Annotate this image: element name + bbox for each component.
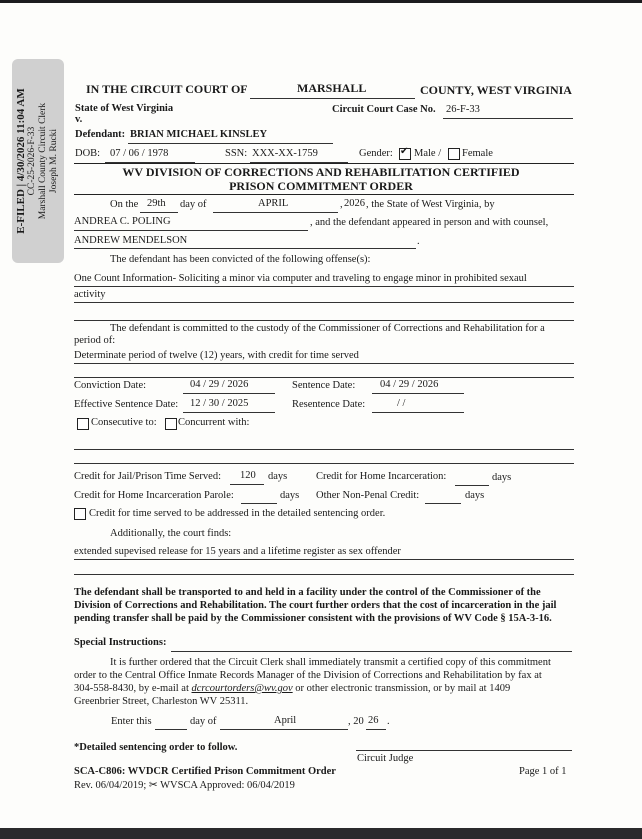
defendant-name: BRIAN MICHAEL KINSLEY (130, 129, 268, 140)
month-value: APRIL (258, 198, 289, 209)
commitment-order-page (0, 3, 642, 828)
consecutive-label: Consecutive to: (91, 417, 157, 428)
resentence-date: / / (397, 398, 406, 409)
prosecutor-name: ANDREA C. POLING (74, 216, 171, 227)
sentence-date-label: Sentence Date: (292, 380, 356, 391)
court-prefix: IN THE CIRCUIT COURT OF (86, 82, 248, 96)
dob-value: 07 / 06 / 1978 (110, 148, 169, 159)
offense-line-2: activity (74, 289, 106, 300)
enter-year: 26 (368, 715, 379, 726)
page-number: Page 1 of 1 (519, 766, 567, 777)
title-line-2: PRISON COMMITMENT ORDER (229, 179, 413, 193)
jail-credit-label: Credit for Jail/Prison Time Served: (74, 471, 221, 482)
on-the-label: On the (110, 199, 139, 210)
effective-date: 12 / 30 / 2025 (190, 398, 249, 409)
conviction-date: 04 / 29 / 2026 (190, 379, 249, 390)
state-by-text: , the State of West Virginia, by (366, 199, 495, 210)
transport-line-3: pending transfer shall be paid by the Commissioner consistent with the provisions of WV Code § 15A-3-16. (74, 613, 552, 624)
stamp-case-line: CC-25-2026-F-33 (27, 126, 37, 196)
transport-line-1: The defendant shall be transported to and held in a facility under the control of the Commissioner of the (74, 587, 541, 598)
resentence-date-label: Resentence Date: (292, 399, 366, 410)
transport-line-2: Division of Corrections and Rehabilitation. The court further orders that the cost of incarceration in the jail (74, 600, 557, 611)
gender-label: Gender: (359, 148, 393, 159)
ssn-value: XXX-XX-1759 (252, 148, 318, 159)
sentence-date: 04 / 29 / 2026 (380, 379, 439, 390)
nonpenal-credit-label: Other Non-Penal Credit: (316, 490, 420, 501)
special-line-4: Greenbrier Street, Charleston WV 25311. (74, 696, 249, 707)
detailed-order-note: *Detailed sentencing order to follow. (74, 742, 238, 753)
offense-line-1: One Count Information- Soliciting a minor via computer and traveling to engage minor in prohibited sexaul (74, 273, 527, 284)
special-line-3 (74, 683, 510, 694)
defendant-label: Defendant: (75, 129, 126, 140)
enter-month: April (274, 715, 297, 726)
female-label: Female (462, 148, 493, 159)
viewer-bottom-bar (0, 828, 642, 839)
county-name: MARSHALL (297, 81, 367, 95)
special-instructions-label: Special Instructions: (74, 637, 167, 648)
home-credit-label: Credit for Home Incarceration: (316, 471, 447, 482)
finds-label: Additionally, the court finds: (110, 528, 232, 539)
special-line-3b: or other electronic transmission, or by mail at 1409 (292, 683, 511, 694)
special-line-2: order to the Central Office Inmate Records Manager of the Division of Corrections and Rehabilitation by fax at (74, 670, 542, 681)
custody-line-2: period of: (74, 335, 116, 346)
conviction-date-label: Conviction Date: (74, 380, 147, 391)
jail-days-label: days (268, 471, 288, 482)
dob-label: DOB: (75, 148, 101, 159)
home-days-label: days (492, 472, 512, 483)
male-checkbox[interactable] (399, 148, 411, 160)
consecutive-checkbox[interactable] (77, 418, 89, 430)
enter-this-label: Enter this (111, 716, 152, 727)
counsel-period: . (417, 236, 420, 247)
concurrent-checkbox[interactable] (165, 418, 177, 430)
special-line-3a: 304-558-8430, by e-mail at (74, 683, 192, 694)
enter-year-prefix: , 20 (348, 716, 364, 727)
parole-credit-label: Credit for Home Incarceration Parole: (74, 490, 234, 501)
parole-days-label: days (280, 490, 300, 501)
stamp-filed-line: E-FILED | 4/30/2026 11:04 AM (15, 88, 27, 234)
detailed-credit-label: Credit for time served to be addressed in the detailed sentencing order. (89, 508, 386, 519)
offense-label: The defendant has been convicted of the following offense(s): (110, 254, 371, 265)
enter-day-of-label: day of (190, 716, 217, 727)
special-line-1: It is further ordered that the Circuit Clerk shall immediately transmit a certified copy of this commitment (110, 657, 551, 668)
nonpenal-days-label: days (465, 490, 485, 501)
concurrent-label: Concurrent with: (178, 417, 250, 428)
male-label: Male / (414, 148, 442, 159)
day-value: 29th (147, 198, 166, 209)
female-checkbox[interactable] (448, 148, 460, 160)
case-no-label: Circuit Court Case No. (332, 104, 436, 115)
day-of-label: day of (180, 199, 207, 210)
stamp-name-line: Joseph M. Rucki (49, 128, 59, 194)
appeared-text: , and the defendant appeared in person and with counsel, (310, 217, 549, 228)
counsel-name: ANDREW MENDELSON (74, 235, 188, 246)
county-suffix: COUNTY, WEST VIRGINIA (420, 83, 572, 97)
form-title: SCA-C806: WVDCR Certified Prison Commitment Order (74, 766, 336, 777)
dcr-email-link[interactable]: dcrcourtorders@wv.gov (191, 683, 293, 694)
effective-date-label: Effective Sentence Date: (74, 399, 179, 410)
detailed-credit-checkbox[interactable] (74, 508, 86, 520)
ssn-label: SSN: (225, 148, 248, 159)
versus: v. (75, 114, 83, 125)
case-no: 26-F-33 (446, 104, 480, 115)
title-line-1: WV DIVISION OF CORRECTIONS AND REHABILITATION CERTIFIED (122, 165, 520, 179)
state-name: State of West Virginia (75, 103, 174, 114)
custody-period: Determinate period of twelve (12) years, with credit for time served (74, 350, 359, 361)
stamp-clerk-line: Marshall County Circuit Clerk (38, 102, 48, 220)
year-value: 2026 (344, 198, 365, 209)
form-revision: Rev. 06/04/2019; ✂ WVSCA Approved: 06/04/2019 (74, 780, 295, 791)
efiled-stamp (12, 59, 64, 263)
enter-period: . (387, 716, 390, 727)
circuit-judge-label: Circuit Judge (357, 753, 414, 764)
custody-line-1: The defendant is committed to the custody of the Commissioner of Corrections and Rehabilitation for a (110, 323, 545, 334)
year-comma: , (340, 199, 343, 210)
finding-text: extended supevised release for 15 years and a lifetime register as sex offender (74, 546, 401, 557)
jail-credit-value: 120 (240, 470, 256, 481)
